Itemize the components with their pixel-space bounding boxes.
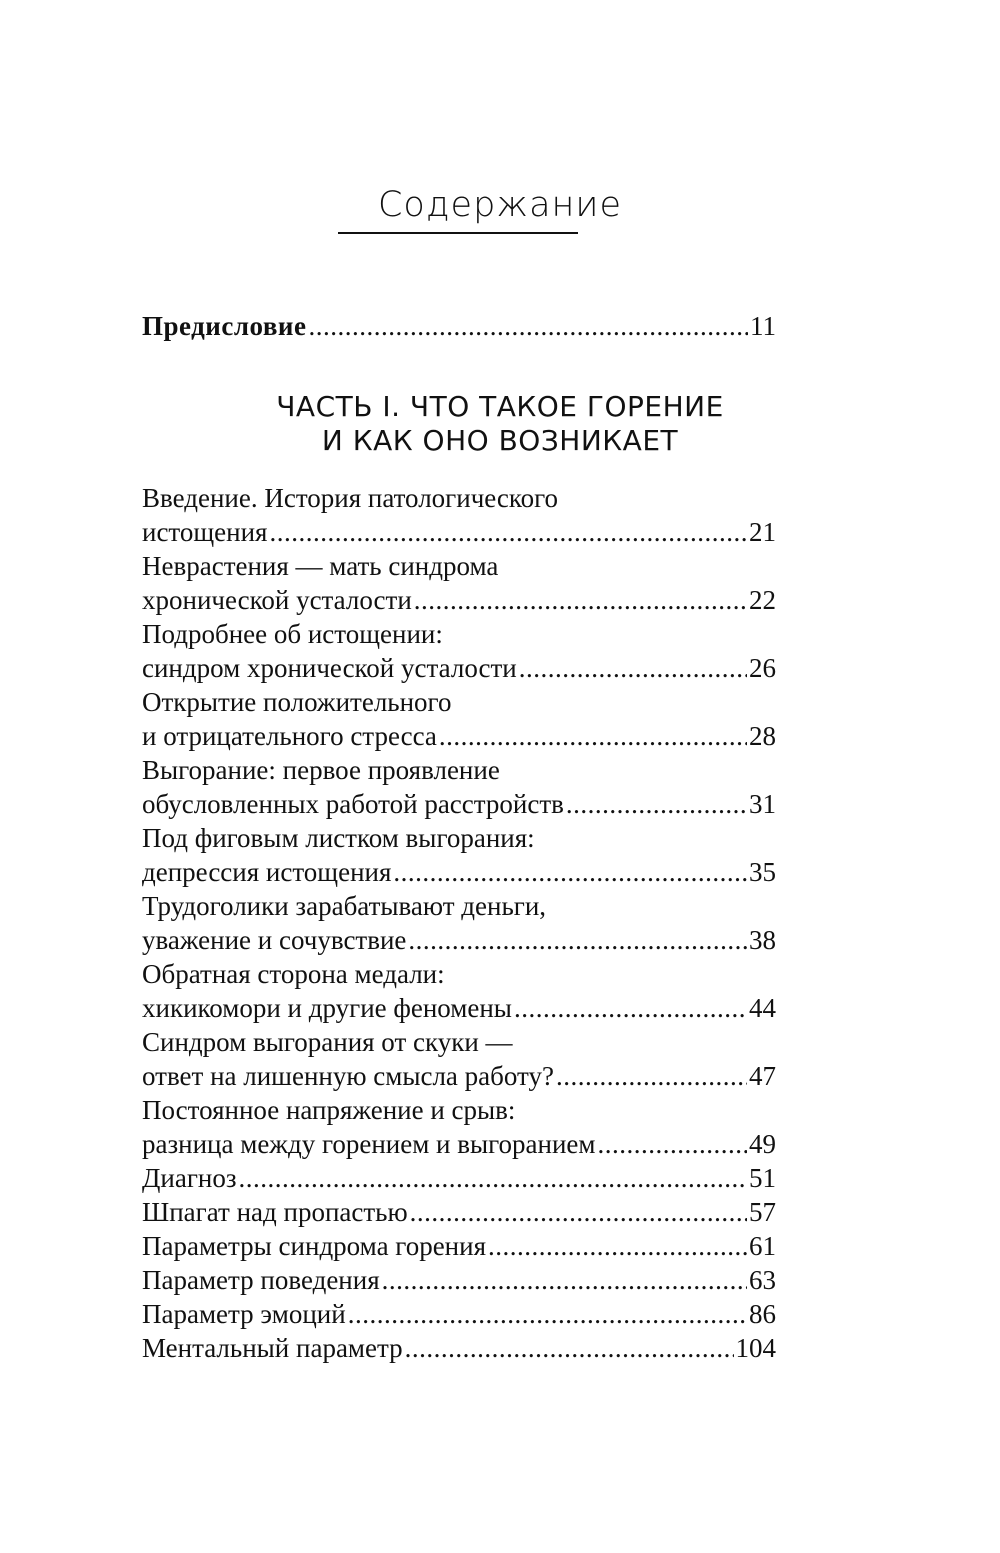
title-underline [338, 232, 578, 234]
toc-entry[interactable] [142, 719, 776, 753]
dot-leader [239, 1161, 747, 1195]
toc-entry-line-1: Синдром выгорания от скуки — [142, 1027, 513, 1057]
dot-leader [556, 1059, 747, 1093]
page-title: Содержание [377, 185, 622, 225]
toc-entry[interactable] [142, 1059, 776, 1093]
toc-entry-label: Параметр поведения [142, 1265, 380, 1295]
toc-page-number: 63 [749, 1265, 776, 1295]
toc-entry-line-1: Выгорание: первое проявление [142, 755, 500, 785]
toc-entry-line-1: Подробнее об истощении: [142, 619, 443, 649]
toc-page-number: 57 [749, 1197, 776, 1227]
toc-page-number: 35 [749, 857, 776, 887]
toc-page-number: 26 [749, 653, 776, 683]
toc-entry-label: ответ на лишенную смысла работу? [142, 1061, 554, 1091]
toc-entry-line-1: Под фиговым листком выгорания: [142, 823, 535, 853]
part-heading-line-1: ЧАСТЬ I. ЧТО ТАКОЕ ГОРЕНИЕ [276, 390, 724, 423]
toc-entry[interactable] [142, 1161, 776, 1195]
toc-entry-label: Параметры синдрома горения [142, 1231, 486, 1261]
toc-entry[interactable] [142, 583, 776, 617]
toc-entry-line-1: Введение. История патологического [142, 483, 559, 513]
toc-entry[interactable] [142, 855, 776, 889]
toc-page-number: 21 [749, 517, 776, 547]
toc-entry-label: истощения [142, 517, 268, 547]
toc-entry-line-1: Постоянное напряжение и срыв: [142, 1095, 516, 1125]
toc-entry-label: Диагноз [142, 1163, 237, 1193]
toc-page-number: 61 [749, 1231, 776, 1261]
toc-page-number: 104 [735, 1333, 776, 1363]
toc-entry-line-1: Открытие положительного [142, 687, 452, 717]
toc-page-number: 38 [749, 925, 776, 955]
toc-entry-label: Параметр эмоций [142, 1299, 346, 1329]
toc-entry-label: и отрицательного стресса [142, 721, 437, 751]
dot-leader [308, 309, 748, 343]
toc-entry-label: Ментальный параметр [142, 1333, 403, 1363]
toc-entry-label: синдром хронической усталости [142, 653, 517, 683]
toc-entry[interactable] [142, 991, 776, 1025]
toc-entry-label: Предисловие [142, 311, 307, 341]
dot-leader [393, 855, 747, 889]
toc-entry[interactable] [142, 1263, 776, 1297]
toc-page-number: 86 [749, 1299, 776, 1329]
toc-entry-label: хронической усталости [142, 585, 412, 615]
toc-page-number: 49 [749, 1129, 776, 1159]
toc-entry[interactable] [142, 651, 776, 685]
toc-entry[interactable] [142, 787, 776, 821]
toc-entry-label: Шпагат над пропастью [142, 1197, 408, 1227]
toc-entry-label: хикикомори и другие феномены [142, 993, 512, 1023]
dot-leader [566, 787, 747, 821]
toc-entry[interactable] [142, 1229, 776, 1263]
dot-leader [439, 719, 747, 753]
toc-entry[interactable] [142, 923, 776, 957]
dot-leader [382, 1263, 747, 1297]
toc-page-number: 47 [749, 1061, 776, 1091]
toc-page-number: 44 [749, 993, 776, 1023]
toc-entry-label: обусловленных работой расстройств [142, 789, 564, 819]
toc-entry-line-1: Неврастения — мать синдрома [142, 551, 499, 581]
toc-entry[interactable] [142, 1331, 776, 1365]
dot-leader [514, 991, 747, 1025]
toc-entry[interactable] [142, 1195, 776, 1229]
dot-leader [405, 1331, 734, 1365]
part-heading-line-2: И КАК ОНО ВОЗНИКАЕТ [321, 424, 679, 457]
dot-leader [410, 1195, 747, 1229]
toc-entry-line-1: Трудоголики зарабатывают деньги, [142, 891, 547, 921]
toc-page-number: 11 [750, 311, 776, 341]
toc-page-number: 22 [749, 585, 776, 615]
toc-entry-preface[interactable] [142, 309, 776, 343]
dot-leader [519, 651, 747, 685]
dot-leader [488, 1229, 747, 1263]
toc-page-number: 28 [749, 721, 776, 751]
toc-entry[interactable] [142, 515, 776, 549]
dot-leader [408, 923, 747, 957]
toc-entry-label: уважение и сочувствие [142, 925, 407, 955]
toc-page-number: 31 [749, 789, 776, 819]
dot-leader [414, 583, 747, 617]
toc-entry-line-1: Обратная сторона медали: [142, 959, 445, 989]
toc-entry[interactable] [142, 1297, 776, 1331]
dot-leader [269, 515, 747, 549]
dot-leader [348, 1297, 747, 1331]
dot-leader [598, 1127, 748, 1161]
toc-entry-label: разница между горением и выгоранием [142, 1129, 596, 1159]
toc-page-number: 51 [749, 1163, 776, 1193]
toc-entry-label: депрессия истощения [142, 857, 392, 887]
toc-entry[interactable] [142, 1127, 776, 1161]
